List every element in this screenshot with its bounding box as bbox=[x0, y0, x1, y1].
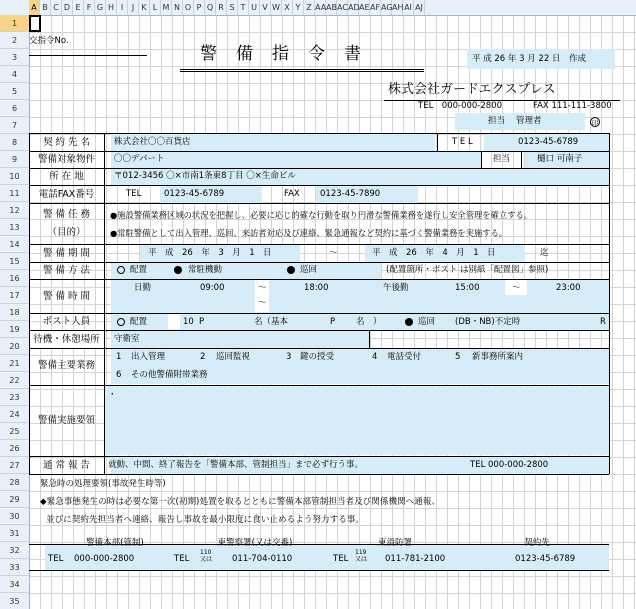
waiting-value: 守衛室 bbox=[114, 334, 140, 344]
contact-3-name: 東消防署 bbox=[377, 538, 412, 548]
row-header-10[interactable]: 10 bbox=[0, 168, 29, 185]
table-border bbox=[29, 185, 609, 186]
main-label: 警備主要業務 bbox=[37, 360, 95, 371]
method-label: 警 備 方 法 bbox=[42, 265, 91, 276]
company-tel: TEL 000-000-2800 bbox=[418, 101, 503, 111]
row-header-19[interactable]: 19 bbox=[0, 321, 29, 338]
duty-sub-label: （目的） bbox=[47, 227, 86, 238]
column-header-ah[interactable]: AH bbox=[392, 0, 403, 15]
row-header-25[interactable]: 25 bbox=[0, 423, 29, 440]
row-header-35[interactable]: 35 bbox=[0, 593, 29, 609]
period-tilde: ～ bbox=[329, 248, 338, 258]
row-header-28[interactable]: 28 bbox=[0, 474, 29, 491]
row-header-27[interactable]: 27 bbox=[0, 457, 29, 474]
person-label: 担当 bbox=[488, 116, 506, 126]
emergency-line-2: 並びに契約先担当者へ連絡、報告し事故を最小限度に食い止めるよう努力する事。 bbox=[46, 515, 364, 525]
row-header-15[interactable]: 15 bbox=[0, 253, 29, 270]
row-header-5[interactable]: 5 bbox=[0, 83, 29, 100]
phonefax-label: 電話FAX番号 bbox=[38, 189, 95, 200]
column-header-a[interactable]: A bbox=[29, 0, 40, 15]
phone-tel: 0123-45-6789 bbox=[164, 189, 225, 199]
row-header-31[interactable]: 31 bbox=[0, 525, 29, 542]
duty-line-1: ●施設警備業務区域の状況を把握し、必要に応じ的確な行動を取り円滑な警備業務を遂行し安全管理を確立する。 bbox=[110, 210, 533, 220]
column-header-r[interactable]: R bbox=[216, 0, 227, 15]
column-header-ab[interactable]: AB bbox=[326, 0, 337, 15]
post-r: R bbox=[600, 317, 606, 327]
column-header-aa[interactable]: AA bbox=[315, 0, 326, 15]
column-header-p[interactable]: P bbox=[194, 0, 205, 15]
table-border bbox=[481, 151, 482, 168]
post-gap bbox=[168, 314, 180, 329]
row-header-24[interactable]: 24 bbox=[0, 406, 29, 423]
day-tilde-2: ～ bbox=[258, 298, 267, 308]
contact-2-tel-label: TEL bbox=[174, 554, 190, 564]
table-border bbox=[437, 133, 438, 151]
waiting-label: 待機・休憩場所 bbox=[33, 334, 100, 345]
row-header-13[interactable]: 13 bbox=[0, 219, 29, 236]
task-5-name: 新事務所案内 bbox=[472, 352, 524, 362]
day-start: 09:00 bbox=[200, 283, 225, 293]
impl-field[interactable] bbox=[104, 386, 609, 455]
contract-value: 株式会社〇〇百貨店 bbox=[114, 137, 191, 147]
method-2-radio[interactable] bbox=[174, 266, 182, 274]
seal-stamp-icon: 印 bbox=[591, 119, 599, 127]
post-label: ポスト人員 bbox=[42, 316, 91, 327]
target-value: 〇〇デパート bbox=[114, 154, 165, 164]
column-header-z[interactable]: Z bbox=[304, 0, 315, 15]
post-p2: P bbox=[330, 317, 336, 327]
period-label: 警 備 期 間 bbox=[42, 248, 91, 259]
table-border bbox=[29, 203, 609, 204]
column-header-w[interactable]: W bbox=[271, 0, 282, 15]
row-header-30[interactable]: 30 bbox=[0, 508, 29, 525]
row-header-1[interactable]: 1 bbox=[0, 15, 29, 32]
table-border bbox=[521, 151, 522, 168]
row-header-4[interactable]: 4 bbox=[0, 66, 29, 83]
table-border bbox=[104, 133, 105, 474]
phone-tel-label: TEL bbox=[126, 189, 142, 199]
period-suffix: 迄 bbox=[540, 248, 549, 258]
row-header-6[interactable]: 6 bbox=[0, 100, 29, 117]
column-header-f[interactable]: F bbox=[84, 0, 95, 15]
contact-1-tel-label: TEL bbox=[48, 554, 64, 564]
contact-3-note: 119 又は bbox=[355, 549, 368, 563]
title-underline-2 bbox=[180, 71, 424, 72]
post-p: P bbox=[199, 317, 205, 327]
column-header-k[interactable]: K bbox=[139, 0, 150, 15]
order-no-label: 交指令No. bbox=[29, 36, 69, 46]
row-header-2[interactable]: 2 bbox=[0, 32, 29, 49]
row-header-16[interactable]: 16 bbox=[0, 270, 29, 287]
period-start: 平 成 26 年 3 月 1 日 bbox=[148, 248, 272, 258]
table-border bbox=[29, 570, 609, 571]
duty-line-2: ●常駐警備として出入管理、巡回、来訪者対応及び連絡、緊急通報など契約に基づく警備業務を実施する。 bbox=[110, 228, 508, 238]
table-border bbox=[369, 330, 370, 348]
column-header-u[interactable]: U bbox=[249, 0, 260, 15]
person-name: 管理者 bbox=[516, 116, 542, 126]
method-field[interactable] bbox=[111, 262, 381, 279]
contact-1-tel: 000-000-2800 bbox=[74, 554, 135, 564]
waiting-field[interactable] bbox=[111, 331, 369, 348]
late-label: 午後勤 bbox=[383, 283, 409, 293]
row-header-17[interactable]: 17 bbox=[0, 287, 29, 304]
column-header-j[interactable]: J bbox=[128, 0, 139, 15]
active-cell-a1[interactable] bbox=[29, 15, 41, 32]
row-header-22[interactable]: 22 bbox=[0, 372, 29, 389]
task-6-name: その他警備附帯業務 bbox=[131, 370, 208, 380]
contact-2-tel: 011-704-0110 bbox=[232, 554, 293, 564]
address-label: 所 在 地 bbox=[49, 171, 84, 182]
table-border bbox=[609, 133, 610, 474]
method-note: (配置箇所・ポスト は別紙「配置図」参照) bbox=[386, 265, 549, 275]
column-header-i[interactable]: I bbox=[117, 0, 128, 15]
table-border bbox=[29, 385, 609, 386]
post-patrol-label: 巡回 bbox=[418, 317, 436, 327]
day-tilde: ～ bbox=[258, 283, 267, 293]
row-header-23[interactable]: 23 bbox=[0, 389, 29, 406]
task-1-no: 1 bbox=[116, 352, 122, 362]
column-header-d[interactable]: D bbox=[62, 0, 73, 15]
column-header-m[interactable]: M bbox=[161, 0, 172, 15]
row-header-bar bbox=[0, 15, 30, 609]
column-header-ai[interactable]: AI bbox=[403, 0, 414, 15]
contract-tel: 0123-45-6789 bbox=[518, 137, 579, 147]
post-place-label: 配置 bbox=[130, 317, 148, 327]
duty-label: 警 備 任 務 bbox=[42, 209, 91, 220]
target-label: 警備対象物件 bbox=[37, 154, 95, 165]
day-end: 18:00 bbox=[304, 283, 329, 293]
contact-2-note: 110 又は bbox=[200, 549, 213, 563]
method-3-radio[interactable] bbox=[287, 266, 295, 274]
order-no-underline bbox=[29, 55, 147, 56]
column-header-x[interactable]: X bbox=[282, 0, 293, 15]
task-3-name: 鍵の授受 bbox=[300, 352, 335, 362]
row-header-8[interactable]: 8 bbox=[0, 134, 29, 151]
column-header-o[interactable]: O bbox=[183, 0, 194, 15]
column-header-y[interactable]: Y bbox=[293, 0, 304, 15]
contact-4-tel: 0123-45-6789 bbox=[515, 554, 576, 564]
column-header-b[interactable]: B bbox=[40, 0, 51, 15]
column-header-bar bbox=[0, 0, 636, 16]
row-header-33[interactable]: 33 bbox=[0, 559, 29, 576]
table-border bbox=[29, 474, 609, 475]
task-2-no: 2 bbox=[200, 352, 206, 362]
task-2-name: 巡回監視 bbox=[216, 352, 251, 362]
phone-fax: 0123-45-7890 bbox=[320, 189, 381, 199]
task-3-no: 3 bbox=[286, 352, 292, 362]
row-header-20[interactable]: 20 bbox=[0, 338, 29, 355]
contact-2-name: 東警察署(又は交番) bbox=[217, 538, 293, 548]
emergency-line-1: ◆緊急事態発生の時は必要な第一次(初期)処置を取るとともに警備本部管制担当者及び関係機関へ通報、 bbox=[40, 497, 441, 507]
company-name: 株式会社ガードエクスプレス bbox=[388, 82, 556, 97]
row-header-14[interactable]: 14 bbox=[0, 236, 29, 253]
column-header-t[interactable]: T bbox=[238, 0, 249, 15]
task-4-name: 電話受付 bbox=[387, 352, 422, 362]
column-header-ac[interactable]: AC bbox=[337, 0, 348, 15]
table-border bbox=[29, 244, 609, 245]
table-border bbox=[29, 313, 609, 314]
column-header-ad[interactable]: AD bbox=[348, 0, 359, 15]
time-field[interactable] bbox=[111, 279, 609, 313]
phone-fax-label: FAX bbox=[284, 189, 300, 199]
row-header-32[interactable]: 32 bbox=[0, 542, 29, 559]
column-header-q[interactable]: Q bbox=[205, 0, 216, 15]
column-header-c[interactable]: C bbox=[51, 0, 62, 15]
column-header-e[interactable]: E bbox=[73, 0, 84, 15]
day-label: 日勤 bbox=[134, 283, 152, 293]
late-start: 15:00 bbox=[455, 283, 480, 293]
post-place-radio[interactable] bbox=[117, 318, 125, 326]
post-name: 名（基本 bbox=[254, 317, 289, 327]
time-label: 警 備 時 間 bbox=[42, 291, 91, 302]
report-label: 通 常 報 告 bbox=[42, 460, 91, 471]
contract-tel-label: T E L bbox=[452, 137, 473, 147]
row-header-29[interactable]: 29 bbox=[0, 491, 29, 508]
row-header-11[interactable]: 11 bbox=[0, 185, 29, 202]
target-person: 樋口 可南子 bbox=[537, 154, 583, 164]
column-header-aj[interactable]: AJ bbox=[414, 0, 425, 15]
method-2-label: 常駐機動 bbox=[188, 265, 223, 275]
post-name2: 名 ） bbox=[356, 317, 382, 327]
contact-1-name: 警備本部(管制) bbox=[86, 538, 144, 548]
task-4-no: 4 bbox=[372, 352, 378, 362]
report-tel: TEL 000-000-2800 bbox=[470, 460, 549, 470]
row-header-21[interactable]: 21 bbox=[0, 355, 29, 372]
report-value: 就動、中間、終了報告を「警備本部、管制担当」まで必ず行う事。 bbox=[108, 460, 364, 470]
row-header-18[interactable]: 18 bbox=[0, 304, 29, 321]
column-header-af[interactable]: AF bbox=[370, 0, 381, 15]
column-header-ag[interactable]: AG bbox=[381, 0, 392, 15]
target-person-label: 担当 bbox=[493, 154, 511, 164]
column-header-l[interactable]: L bbox=[150, 0, 161, 15]
task-1-name: 出入管理 bbox=[131, 352, 166, 362]
method-3-label: 巡回 bbox=[300, 265, 318, 275]
emergency-title: 緊急時の処理要領(事故発生時等) bbox=[40, 479, 166, 489]
row-header-26[interactable]: 26 bbox=[0, 440, 29, 457]
post-patrol-radio[interactable] bbox=[405, 318, 413, 326]
date-text: 平 成 26 年 3 月 22 日 作成 bbox=[472, 54, 586, 64]
row-header-12[interactable]: 12 bbox=[0, 202, 29, 219]
column-header-ae[interactable]: AE bbox=[359, 0, 370, 15]
target-field[interactable] bbox=[111, 151, 481, 168]
row-header-34[interactable]: 34 bbox=[0, 576, 29, 593]
row-header-7[interactable]: 7 bbox=[0, 117, 29, 134]
contact-4-name: 契約先 bbox=[524, 538, 550, 548]
task-5-no: 5 bbox=[455, 352, 461, 362]
task-6-no: 6 bbox=[116, 370, 122, 380]
column-header-v[interactable]: V bbox=[260, 0, 271, 15]
column-header-s[interactable]: S bbox=[227, 0, 238, 15]
column-header-h[interactable]: H bbox=[106, 0, 117, 15]
post-db: (DB・NB)不定時 bbox=[455, 317, 521, 327]
period-end: 平 成 26 年 4 月 1 日 bbox=[372, 248, 496, 258]
title-underline-1 bbox=[180, 69, 424, 70]
contact-3-tel-label: TEL bbox=[333, 554, 349, 564]
impl-label: 警備実施要領 bbox=[37, 415, 95, 426]
page-title: 警 備 指 令 書 bbox=[200, 44, 362, 64]
column-header-n[interactable]: N bbox=[172, 0, 183, 15]
method-1-radio[interactable] bbox=[117, 266, 125, 274]
late-tilde: ～ bbox=[512, 283, 521, 293]
column-header-g[interactable]: G bbox=[95, 0, 106, 15]
method-1-label: 配置 bbox=[130, 265, 148, 275]
company-fax: FAX 111-111-3800 bbox=[533, 101, 612, 111]
address-value: 〒012-3456 〇×市南1条東8丁目 〇×生命ビル bbox=[114, 171, 296, 181]
post-count: 10 bbox=[183, 317, 194, 327]
contact-3-tel: 011-781-2100 bbox=[385, 554, 446, 564]
impl-value: ・ bbox=[108, 390, 117, 400]
row-header-9[interactable]: 9 bbox=[0, 151, 29, 168]
row-header-3[interactable]: 3 bbox=[0, 49, 29, 66]
late-end: 23:00 bbox=[556, 283, 581, 293]
contract-label: 契 約 先 名 bbox=[42, 137, 91, 148]
